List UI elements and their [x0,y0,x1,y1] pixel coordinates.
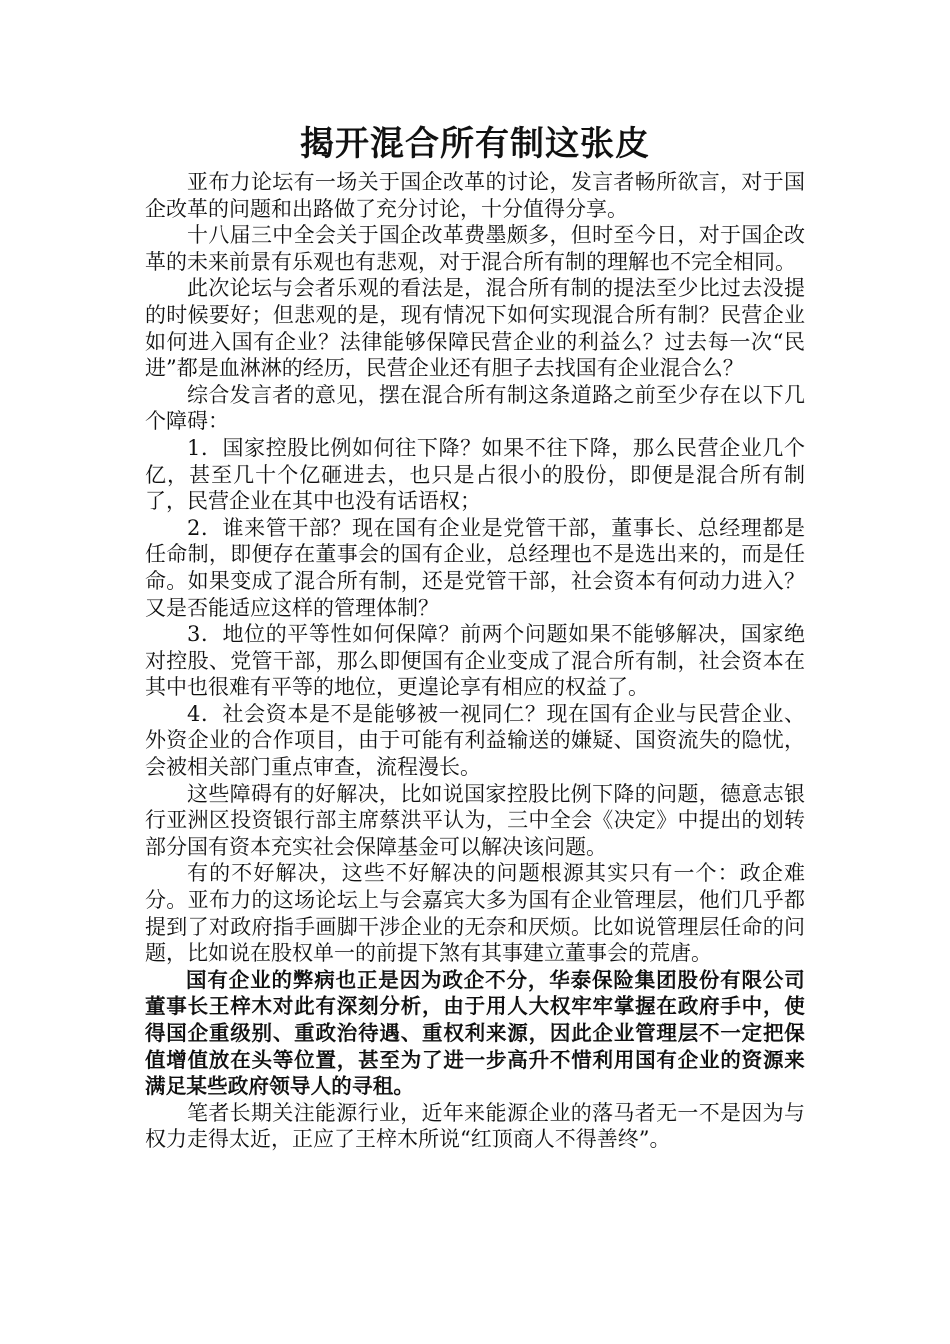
document-page [145,122,805,1153]
paragraph-root-cause: 有的不好解决，这些不好解决的问题根源其实只有一个：政企难分。亚布力的这场论坛上与会嘉宾大多为国有企业管理层，他们几乎都提到了对政府指手画脚干涉企业的无奈和厌烦。比如说管理层任命的问题，比如说在股权单一的前提下煞有其事建立董事会的荒唐。 [145,861,805,966]
paragraph-obstacle-1: 1．国家控股比例如何往下降？如果不往下降，那么民营企业几个亿，甚至几十个亿砸进去，也只是占很小的股份，即便是混合所有制了，民营企业在其中也没有话语权； [145,435,805,514]
paragraph-solvable: 这些障碍有的好解决，比如说国家控股比例下降的问题，德意志银行亚洲区投资银行部主席蔡洪平认为，三中全会《决定》中提出的划转部分国有资本充实社会保障基金可以解决该问题。 [145,781,805,859]
paragraph-conclusion: 笔者长期关注能源行业，近年来能源企业的落马者无一不是因为与权力走得太近，正应了王梓木所说“红顶商人不得善终”。 [145,1100,805,1152]
paragraph-obstacle-4: 4．社会资本是不是能够被一视同仁？现在国有企业与民营企业、外资企业的合作项目，由于可能有利益输送的嫌疑、国资流失的隐忧，会被相关部门重点审查，流程漫长。 [145,701,805,780]
article-title: 揭开混合所有制这张皮 [300,126,650,163]
paragraph-obstacle-2: 2．谁来管干部？现在国有企业是党管干部，董事长、总经理都是任命制，即便存在董事会的国有企业，总经理也不是选出来的，而是任命。如果变成了混合所有制，还是党管干部，社会资本有何动力进入？又是否能适应这样的管理体制？ [145,515,805,620]
paragraph-plenum: 十八届三中全会关于国企改革费墨颇多，但时至今日，对于国企改革的未来前景有乐观也有悲观，对于混合所有制的理解也不完全相同。 [145,223,805,274]
paragraph-intro: 亚布力论坛有一场关于国企改革的讨论，发言者畅所欲言，对于国企改革的问题和出路做了充分讨论，十分值得分享。 [145,170,805,221]
paragraph-obstacles-intro: 综合发言者的意见，摆在混合所有制这条道路之前至少存在以下几个障碍： [145,382,805,434]
paragraph-analysis-bold: 国有企业的弊病也正是因为政企不分，华泰保险集团股份有限公司董事长王梓木对此有深刻分析，由于用人大权牢牢掌握在政府手中，使得国企重级别、重政治待遇、重权利来源，因此企业管理层不一定把保值增值放在头等位置，甚至为了进一步高升不惜利用国有企业的资源来满足某些政府领导人的寻租。 [145,967,805,1099]
paragraph-views: 此次论坛与会者乐观的看法是，混合所有制的提法至少比过去没提的时候要好；但悲观的是，现有情况下如何实现混合所有制？民营企业如何进入国有企业？法律能够保障民营企业的利益么？过去每一次“民进”都是血淋淋的经历，民营企业还有胆子去找国有企业混合么？ [145,276,805,381]
paragraph-obstacle-3: 3．地位的平等性如何保障？前两个问题如果不能够解决，国家绝对控股、党管干部，那么即便国有企业变成了混合所有制，社会资本在其中也很难有平等的地位，更遑论享有相应的权益了。 [145,622,805,700]
